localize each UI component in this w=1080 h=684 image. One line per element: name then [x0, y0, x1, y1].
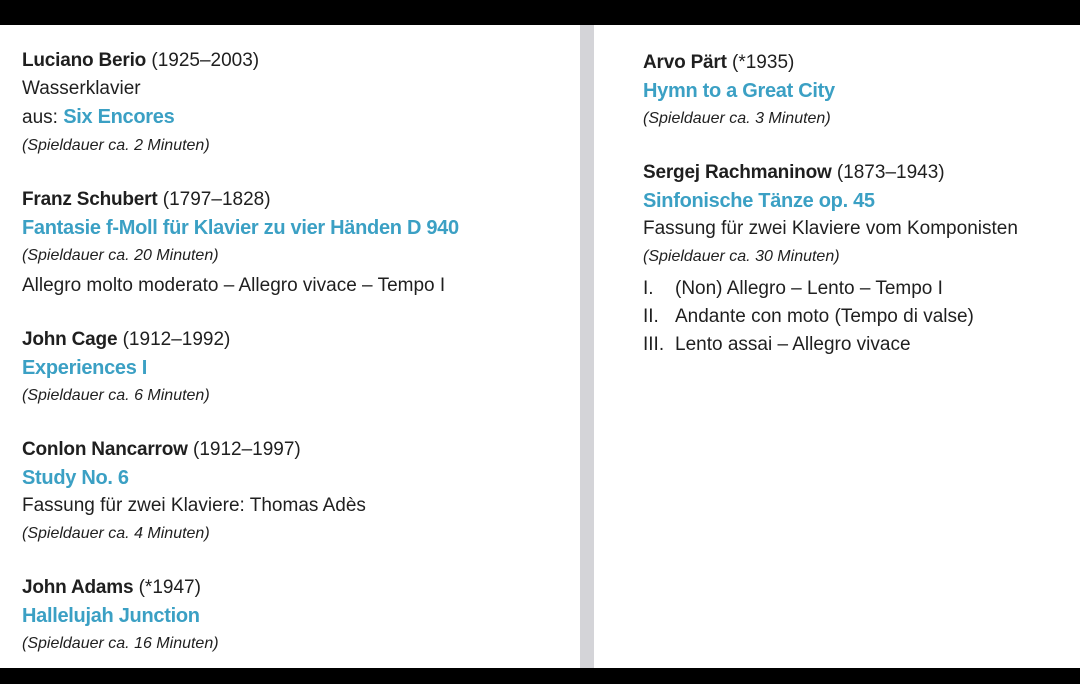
duration: (Spieldauer ca. 2 Minuten)	[22, 137, 210, 154]
piece-title: Wasserklavier	[22, 78, 141, 99]
movement-number: II.	[643, 306, 659, 327]
composer-name: Conlon Nancarrow	[22, 439, 188, 460]
arrangement-note: Fassung für zwei Klaviere vom Komponisten	[643, 218, 1018, 239]
work-prefix: aus:	[22, 107, 64, 128]
composer-line	[22, 186, 572, 214]
movement-title: Lento assai – Allegro vivace	[675, 334, 911, 355]
work-title: Hallelujah Junction	[22, 605, 200, 627]
composer-name: Franz Schubert	[22, 189, 158, 210]
movement-item	[643, 275, 1073, 303]
program-entry-schubert	[22, 186, 572, 300]
duration: (Spieldauer ca. 6 Minuten)	[22, 387, 210, 404]
composer-line	[22, 47, 572, 75]
duration: (Spieldauer ca. 30 Minuten)	[643, 248, 840, 265]
composer-years: (1797–1828)	[162, 189, 271, 210]
composer-years: (1925–2003)	[151, 50, 260, 71]
composer-years: (1873–1943)	[836, 162, 945, 183]
movement-title: (Non) Allegro – Lento – Tempo I	[675, 278, 943, 299]
program-page	[0, 25, 1080, 668]
composer-line	[22, 326, 572, 354]
composer-line	[643, 159, 1073, 187]
movement-line: Allegro molto moderato – Allegro vivace – Tempo I	[22, 275, 446, 296]
composer-line	[643, 49, 1073, 77]
program-entry-berio	[22, 47, 572, 160]
composer-name: Sergej Rachmaninow	[643, 162, 832, 183]
work-line	[22, 103, 572, 132]
program-entry-adams	[22, 574, 572, 658]
movement-item	[643, 331, 1073, 359]
work-title: Fantasie f-Moll für Klavier zu vier Händen D 940	[22, 217, 459, 239]
program-entry-nancarrow	[22, 436, 572, 548]
right-column	[643, 49, 1073, 385]
work-title: Study No. 6	[22, 467, 129, 489]
program-entry-rachmaninow	[643, 159, 1073, 359]
movement-title: Andante con moto (Tempo di valse)	[675, 306, 974, 327]
composer-line	[22, 574, 572, 602]
program-entry-cage	[22, 326, 572, 410]
composer-name: Arvo Pärt	[643, 52, 727, 73]
movement-number: I.	[643, 278, 654, 299]
program-entry-part	[643, 49, 1073, 133]
composer-years: (*1947)	[138, 577, 201, 598]
composer-years: (1912–1997)	[193, 439, 301, 460]
composer-line	[22, 436, 572, 464]
composer-years: (1912–1992)	[122, 329, 231, 350]
movement-list	[643, 275, 1073, 359]
left-column	[22, 47, 572, 684]
work-title: Hymn to a Great City	[643, 80, 835, 102]
duration: (Spieldauer ca. 16 Minuten)	[22, 635, 219, 652]
column-divider	[580, 25, 594, 668]
duration: (Spieldauer ca. 20 Minuten)	[22, 247, 219, 264]
work-title: Six Encores	[63, 106, 175, 128]
composer-name: Luciano Berio	[22, 50, 147, 71]
movement-number: III.	[643, 334, 665, 355]
duration: (Spieldauer ca. 3 Minuten)	[643, 110, 831, 127]
composer-name: John Cage	[22, 329, 118, 350]
arrangement-note: Fassung für zwei Klaviere: Thomas Adès	[22, 495, 366, 516]
movement-item	[643, 303, 1073, 331]
composer-years: (*1935)	[732, 52, 795, 73]
work-title: Sinfonische Tänze op. 45	[643, 190, 875, 212]
duration: (Spieldauer ca. 4 Minuten)	[22, 525, 210, 542]
work-title: Experiences I	[22, 357, 148, 379]
composer-name: John Adams	[22, 577, 134, 598]
